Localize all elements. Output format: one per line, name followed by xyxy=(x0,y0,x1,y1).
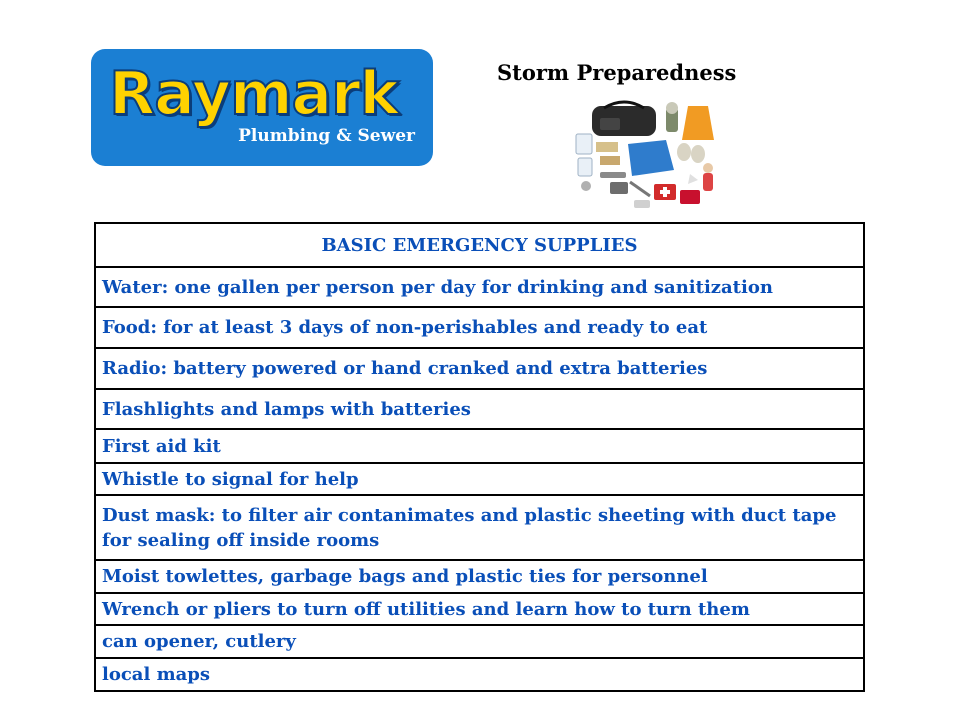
table-row xyxy=(95,560,864,593)
table-row xyxy=(95,658,864,691)
supply-item: Radio: battery powered or hand cranked and extra batteries xyxy=(95,348,864,389)
table-row xyxy=(95,389,864,429)
supply-item: Wrench or pliers to turn off utilities and learn how to turn them xyxy=(95,593,864,625)
table-row xyxy=(95,348,864,389)
supply-item: local maps xyxy=(95,658,864,691)
table-row xyxy=(95,429,864,463)
supplies-table xyxy=(94,222,865,692)
table-row xyxy=(95,593,864,625)
supply-item: Dust mask: to filter air contanimates and plastic sheeting with duct tape for sealing off inside rooms xyxy=(95,495,864,560)
table-row xyxy=(95,267,864,307)
table-header-row xyxy=(95,223,864,267)
supply-item: Moist towlettes, garbage bags and plastic ties for personnel xyxy=(95,560,864,593)
logo-tagline: Plumbing & Sewer xyxy=(238,126,415,146)
page-title: Storm Preparedness xyxy=(497,60,737,85)
emergency-kit-image xyxy=(570,100,720,214)
supply-item: Flashlights and lamps with batteries xyxy=(95,389,864,429)
table-header: BASIC EMERGENCY SUPPLIES xyxy=(95,223,864,267)
supply-item: can opener, cutlery xyxy=(95,625,864,658)
table-row xyxy=(95,495,864,560)
logo-brand-name: Raymark xyxy=(109,59,399,129)
table-row xyxy=(95,463,864,495)
supply-item: Water: one gallen per person per day for drinking and sanitization xyxy=(95,267,864,307)
supply-item: Whistle to signal for help xyxy=(95,463,864,495)
table-row xyxy=(95,625,864,658)
supply-item: First aid kit xyxy=(95,429,864,463)
supply-item: Food: for at least 3 days of non-perishables and ready to eat xyxy=(95,307,864,348)
table-row xyxy=(95,307,864,348)
raymark-logo xyxy=(91,49,433,166)
